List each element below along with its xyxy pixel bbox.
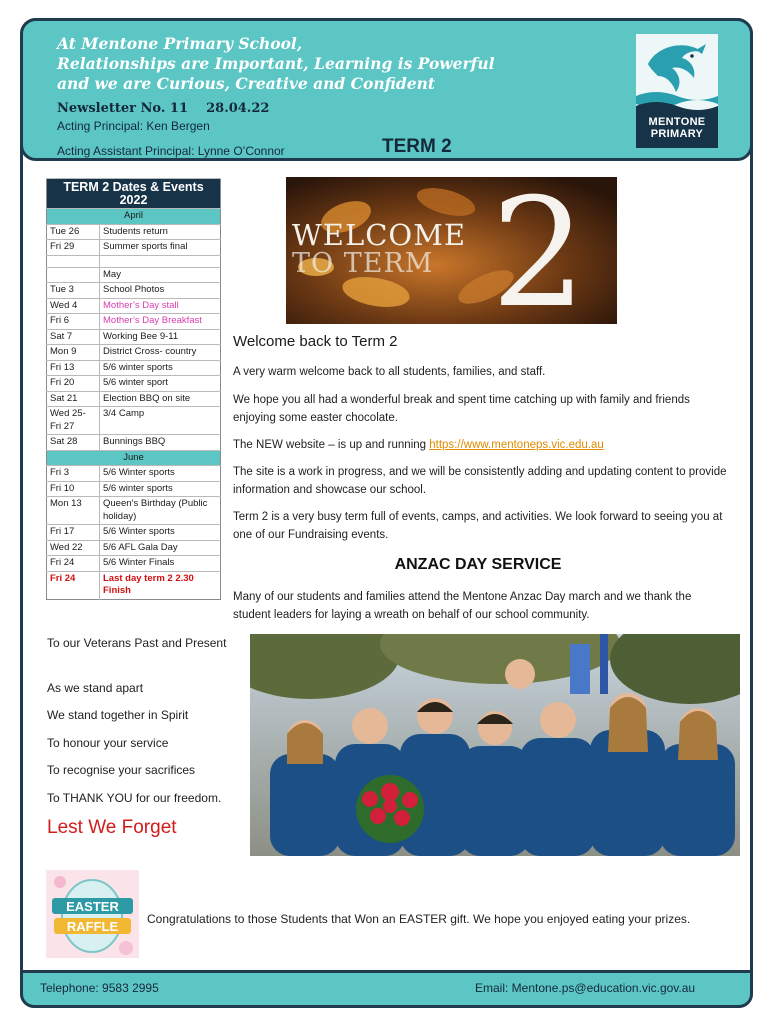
welcome-paragraph: A very warm welcome back to all students, families, and staff. <box>233 366 546 378</box>
raffle-text: RAFFLE <box>66 919 119 934</box>
dates-title <box>47 179 221 209</box>
autumn-leaves-graphic <box>286 177 617 324</box>
website-link[interactable]: https://www.mentoneps.vic.edu.au <box>429 439 604 451</box>
newsletter-number: Newsletter No. 11 28.04.22 <box>57 101 270 116</box>
event-date: Tue 26 <box>47 224 100 240</box>
motto-line: and we are Curious, Creative and Confident <box>57 74 436 93</box>
event-date: Fri 29 <box>47 240 100 256</box>
event-name: Working Bee 9-11 <box>100 329 221 345</box>
logo-line: PRIMARY <box>650 128 704 140</box>
students-group-photo <box>250 634 740 856</box>
event-name: 3/4 Camp <box>100 407 221 435</box>
anzac-heading: ANZAC DAY SERVICE <box>394 556 562 573</box>
lest-we-forget: Lest We Forget <box>47 817 177 838</box>
event-name: 5/6 winter sports <box>100 360 221 376</box>
event-date: Wed 22 <box>47 540 100 556</box>
table-row <box>47 391 221 407</box>
event-date: Fri 10 <box>47 481 100 497</box>
poem-line: To recognise your sacrifices <box>47 763 196 777</box>
easter-egg-graphic <box>46 870 139 958</box>
acting-principal: Acting Principal: Ken Bergen <box>57 119 210 133</box>
logo-line: MENTONE <box>648 116 706 128</box>
event-date: Mon 13 <box>47 497 100 525</box>
logo-text <box>636 116 718 140</box>
event-date: Wed 4 <box>47 298 100 314</box>
website-text: The NEW website – is up and running <box>233 439 430 451</box>
event-name: Bunnings BBQ <box>100 435 221 451</box>
event-name: 5/6 winter sports <box>100 481 221 497</box>
table-row <box>47 376 221 392</box>
event-name: Summer sports final <box>100 240 221 256</box>
table-row <box>47 283 221 299</box>
anzac-students-photo <box>250 634 740 856</box>
event-date: Wed 25-Fri 27 <box>47 407 100 435</box>
school-logo <box>636 34 718 148</box>
event-date: Sat 28 <box>47 435 100 451</box>
email-address[interactable]: Email: Mentone.ps@education.vic.gov.au <box>475 981 696 995</box>
table-row <box>47 571 221 599</box>
table-row <box>47 345 221 361</box>
poem-line: To THANK YOU for our freedom. <box>47 791 222 805</box>
table-row <box>47 360 221 376</box>
event-name: Queen’s Birthday (Public holiday) <box>100 497 221 525</box>
event-date: Fri 17 <box>47 525 100 541</box>
motto-line: At Mentone Primary School, <box>57 34 303 53</box>
term-numeral: 2 <box>491 177 587 324</box>
table-row <box>47 298 221 314</box>
website-progress-paragraph: The site is a work in progress, and we will be consistently adding and updating content to provide information and showcase our school. <box>233 466 727 496</box>
term-dates-table <box>46 178 221 600</box>
term-label: TERM 2 <box>382 136 452 157</box>
event-date: Sat 21 <box>47 391 100 407</box>
table-row <box>47 407 221 435</box>
event-name: May <box>100 267 221 283</box>
month-header: June <box>47 450 221 466</box>
event-name: 5/6 Winter sports <box>100 466 221 482</box>
telephone: Telephone: 9583 2995 <box>40 981 159 995</box>
easter-raffle-image <box>46 870 139 958</box>
event-date: Mon 9 <box>47 345 100 361</box>
table-row <box>47 435 221 451</box>
easter-text: EASTER <box>66 899 119 914</box>
school-motto <box>57 34 527 94</box>
motto-line: Relationships are Important, Learning is Powerful <box>57 54 495 73</box>
table-row <box>47 314 221 330</box>
event-date: Sat 7 <box>47 329 100 345</box>
table-row <box>47 556 221 572</box>
event-name: Last day term 2 2.30 Finish <box>100 571 221 599</box>
month-header: April <box>47 209 221 225</box>
poem-line: To honour your service <box>47 736 169 750</box>
event-date: Fri 3 <box>47 466 100 482</box>
website-paragraph <box>233 437 728 455</box>
table-row <box>47 525 221 541</box>
event-name: Students return <box>100 224 221 240</box>
event-date: Fri 13 <box>47 360 100 376</box>
event-date: Fri 20 <box>47 376 100 392</box>
event-date: Tue 3 <box>47 283 100 299</box>
event-name: 5/6 AFL Gala Day <box>100 540 221 556</box>
easter-congrats-text: Congratulations to those Students that Won an EASTER gift. We hope you enjoyed eating your prizes. <box>147 912 691 926</box>
event-name: Mother’s Day stall <box>100 298 221 314</box>
table-row <box>47 466 221 482</box>
poem-line: To our Veterans Past and Present <box>47 636 227 650</box>
table-row <box>47 240 221 256</box>
poem-line: We stand together in Spirit <box>47 708 189 722</box>
dates-title-line: 2022 <box>119 192 148 207</box>
event-name: Mother’s Day Breakfast <box>100 314 221 330</box>
anzac-paragraph: Many of our students and families attend the Mentone Anzac Day march and we thank the student leaders for laying a wreath on behalf of our school community. <box>233 591 692 621</box>
dates-title-line: TERM 2 Dates & Events <box>63 180 204 194</box>
table-row <box>47 481 221 497</box>
table-row <box>47 224 221 240</box>
to-term-text: TO TERM <box>292 248 434 279</box>
welcome-paragraph: We hope you all had a wonderful break and spent time catching up with family and friends enjoying some easter chocolate. <box>233 394 690 424</box>
event-name: Election BBQ on site <box>100 391 221 407</box>
event-name: 5/6 winter sport <box>100 376 221 392</box>
event-date: Fri 24 <box>47 571 100 599</box>
welcome-heading: Welcome back to Term 2 <box>233 333 398 350</box>
event-name: School Photos <box>100 283 221 299</box>
event-name: 5/6 Winter sports <box>100 525 221 541</box>
event-date: Fri 24 <box>47 556 100 572</box>
table-row <box>47 255 221 267</box>
table-row <box>47 497 221 525</box>
welcome-text: WELCOME <box>292 218 467 252</box>
poem-line: As we stand apart <box>47 681 144 695</box>
event-date: Fri 6 <box>47 314 100 330</box>
events-paragraph: Term 2 is a very busy term full of events, camps, and activities. We look forward to seeing you at one of our Fundraising events. <box>233 511 723 541</box>
event-name: District Cross- country <box>100 345 221 361</box>
event-date <box>47 267 100 283</box>
dolphin-icon <box>636 34 718 116</box>
welcome-term-image <box>286 177 617 324</box>
table-row <box>47 267 221 283</box>
event-name: 5/6 Winter Finals <box>100 556 221 572</box>
acting-assistant-principal: Acting Assistant Principal: Lynne O’Connor <box>57 144 285 158</box>
table-row <box>47 540 221 556</box>
table-row <box>47 329 221 345</box>
